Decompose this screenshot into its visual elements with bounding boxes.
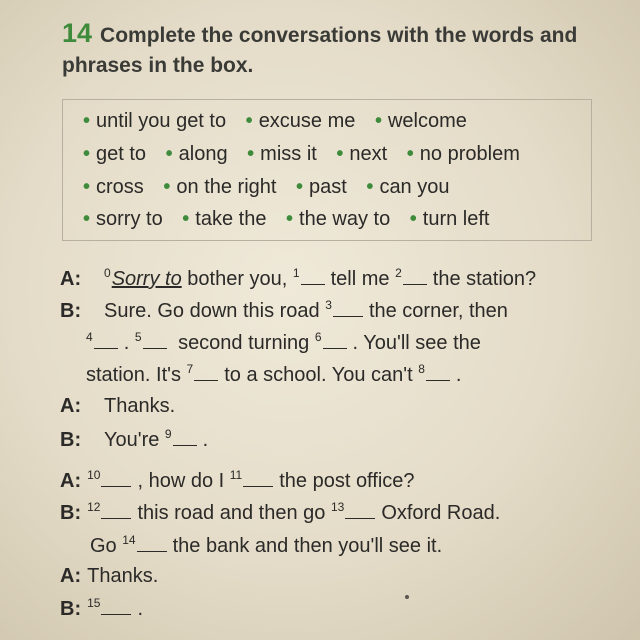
word-item: • get to bbox=[83, 143, 147, 165]
word-box-row-4 bbox=[83, 208, 503, 231]
word-item: • on the right bbox=[163, 176, 277, 198]
answer-blank[interactable] bbox=[333, 301, 363, 317]
bullet-icon: • bbox=[336, 143, 344, 165]
bullet-icon: • bbox=[374, 110, 382, 132]
answer-blank[interactable] bbox=[101, 503, 131, 519]
word-box-row-3 bbox=[83, 176, 464, 199]
word-item: • sorry to bbox=[83, 208, 163, 230]
dialogue-text: . bbox=[455, 364, 462, 386]
dialogue1-line-b2 bbox=[60, 427, 208, 452]
bullet-icon: • bbox=[296, 176, 304, 198]
dialogue1-line-b1-cont bbox=[86, 330, 481, 355]
dialogue2-line-b1 bbox=[60, 500, 500, 525]
example-answer: Sorry to bbox=[111, 268, 182, 290]
bullet-icon: • bbox=[247, 143, 255, 165]
speaker-label: A: bbox=[60, 395, 82, 417]
dialogue-text: Oxford Road. bbox=[381, 502, 501, 524]
exercise-heading bbox=[62, 18, 622, 81]
answer-blank[interactable] bbox=[194, 365, 218, 381]
dialogue2-line-b2 bbox=[60, 596, 143, 621]
exercise-instruction: Complete the conversations with the words and phrases in the box. bbox=[62, 24, 578, 77]
dialogue-text: . bbox=[137, 598, 144, 620]
gap-number: 3 bbox=[325, 298, 332, 312]
gap-number: 6 bbox=[314, 330, 322, 344]
bullet-icon: • bbox=[286, 208, 294, 230]
answer-blank[interactable] bbox=[403, 269, 427, 285]
dialogue-text: . bbox=[123, 332, 130, 354]
dialogue-text: the bank and then you'll see it. bbox=[172, 535, 443, 557]
dialogue-text: the corner, then bbox=[368, 300, 508, 322]
dialogue2-line-b1-cont bbox=[90, 533, 442, 558]
dialogue2-line-a2 bbox=[60, 565, 158, 588]
dialogue-text: station. It's bbox=[86, 364, 181, 386]
dialogue-text: . You'll see the bbox=[352, 332, 481, 354]
word-item: • past bbox=[296, 176, 347, 198]
word-box-row-1 bbox=[83, 110, 481, 133]
dialogue-text: the post office? bbox=[279, 470, 415, 492]
bullet-icon: • bbox=[409, 208, 417, 230]
dialogue-text: Thanks. bbox=[87, 565, 159, 587]
word-item: • can you bbox=[366, 176, 450, 198]
bullet-icon: • bbox=[245, 110, 253, 132]
gap-number: 14 bbox=[122, 533, 136, 547]
gap-number: 1 bbox=[292, 266, 300, 280]
bullet-icon: • bbox=[83, 208, 91, 230]
dialogue-text: to a school. You can't bbox=[224, 364, 413, 386]
answer-blank[interactable] bbox=[323, 333, 347, 349]
word-item: • until you get to bbox=[83, 110, 227, 132]
dialogue-text: Sure. Go down this road bbox=[104, 300, 320, 322]
dialogue2-line-a1 bbox=[60, 468, 415, 493]
answer-blank[interactable] bbox=[101, 471, 131, 487]
gap-number: 15 bbox=[87, 596, 101, 610]
word-item: • along bbox=[165, 143, 228, 165]
gap-number: 11 bbox=[229, 468, 243, 482]
exercise-number: 14 bbox=[62, 18, 93, 48]
answer-blank[interactable] bbox=[137, 536, 167, 552]
word-item: • the way to bbox=[286, 208, 391, 230]
answer-blank[interactable] bbox=[101, 599, 131, 615]
answer-blank[interactable] bbox=[243, 471, 273, 487]
bullet-icon: • bbox=[83, 143, 91, 165]
gap-number: 4 bbox=[86, 330, 93, 344]
gap-number: 10 bbox=[87, 468, 101, 482]
dialogue1-line-b1-cont2 bbox=[86, 362, 461, 387]
dialogue1-line-a1 bbox=[60, 266, 536, 291]
speaker-label: B: bbox=[60, 300, 82, 322]
word-item: • next bbox=[336, 143, 388, 165]
speaker-label: B: bbox=[60, 429, 82, 451]
dialogue1-line-b1 bbox=[60, 298, 508, 323]
bullet-icon: • bbox=[406, 143, 414, 165]
word-item: • miss it bbox=[247, 143, 317, 165]
word-item: • excuse me bbox=[245, 110, 356, 132]
dialogue-text: Go bbox=[90, 535, 117, 557]
paper-speck bbox=[405, 595, 409, 599]
dialogue-text: . bbox=[202, 429, 209, 451]
answer-blank[interactable] bbox=[301, 269, 325, 285]
word-box-row-2 bbox=[83, 143, 534, 166]
dialogue-text: second turning bbox=[178, 332, 310, 354]
speaker-label: B: bbox=[60, 598, 82, 620]
bullet-icon: • bbox=[83, 176, 91, 198]
bullet-icon: • bbox=[182, 208, 190, 230]
gap-number: 12 bbox=[87, 500, 101, 514]
word-item: • turn left bbox=[409, 208, 490, 230]
gap-number: 13 bbox=[330, 500, 345, 514]
answer-blank[interactable] bbox=[143, 333, 167, 349]
dialogue-text: the station? bbox=[432, 268, 537, 290]
dialogue-text: this road and then go bbox=[137, 502, 326, 524]
gap-number: 5 bbox=[134, 330, 142, 344]
speaker-label: B: bbox=[60, 502, 82, 524]
word-item: • welcome bbox=[374, 110, 467, 132]
gap-number: 2 bbox=[395, 266, 402, 280]
speaker-label: A: bbox=[60, 565, 82, 587]
dialogue-text: , how do I bbox=[137, 470, 225, 492]
word-item: • take the bbox=[182, 208, 267, 230]
dialogue-text: bother you, bbox=[187, 268, 288, 290]
bullet-icon: • bbox=[165, 143, 173, 165]
answer-blank[interactable] bbox=[345, 503, 375, 519]
bullet-icon: • bbox=[366, 176, 374, 198]
gap-number: 7 bbox=[186, 362, 194, 376]
answer-blank[interactable] bbox=[426, 365, 450, 381]
speaker-label: A: bbox=[60, 268, 82, 290]
dialogue-text: You're bbox=[104, 429, 160, 451]
gap-number: 9 bbox=[164, 427, 172, 441]
word-box bbox=[62, 99, 592, 241]
bullet-icon: • bbox=[163, 176, 171, 198]
answer-blank[interactable] bbox=[173, 430, 197, 446]
bullet-icon: • bbox=[83, 110, 91, 132]
dialogue1-line-a2 bbox=[60, 395, 175, 418]
word-item: • cross bbox=[83, 176, 144, 198]
answer-blank[interactable] bbox=[94, 333, 118, 349]
gap-number: 0 bbox=[104, 266, 111, 280]
speaker-label: A: bbox=[60, 470, 82, 492]
gap-number: 8 bbox=[418, 362, 425, 376]
word-item: • no problem bbox=[406, 143, 520, 165]
dialogue-text: Thanks. bbox=[104, 395, 176, 417]
dialogue-text: tell me bbox=[330, 268, 390, 290]
